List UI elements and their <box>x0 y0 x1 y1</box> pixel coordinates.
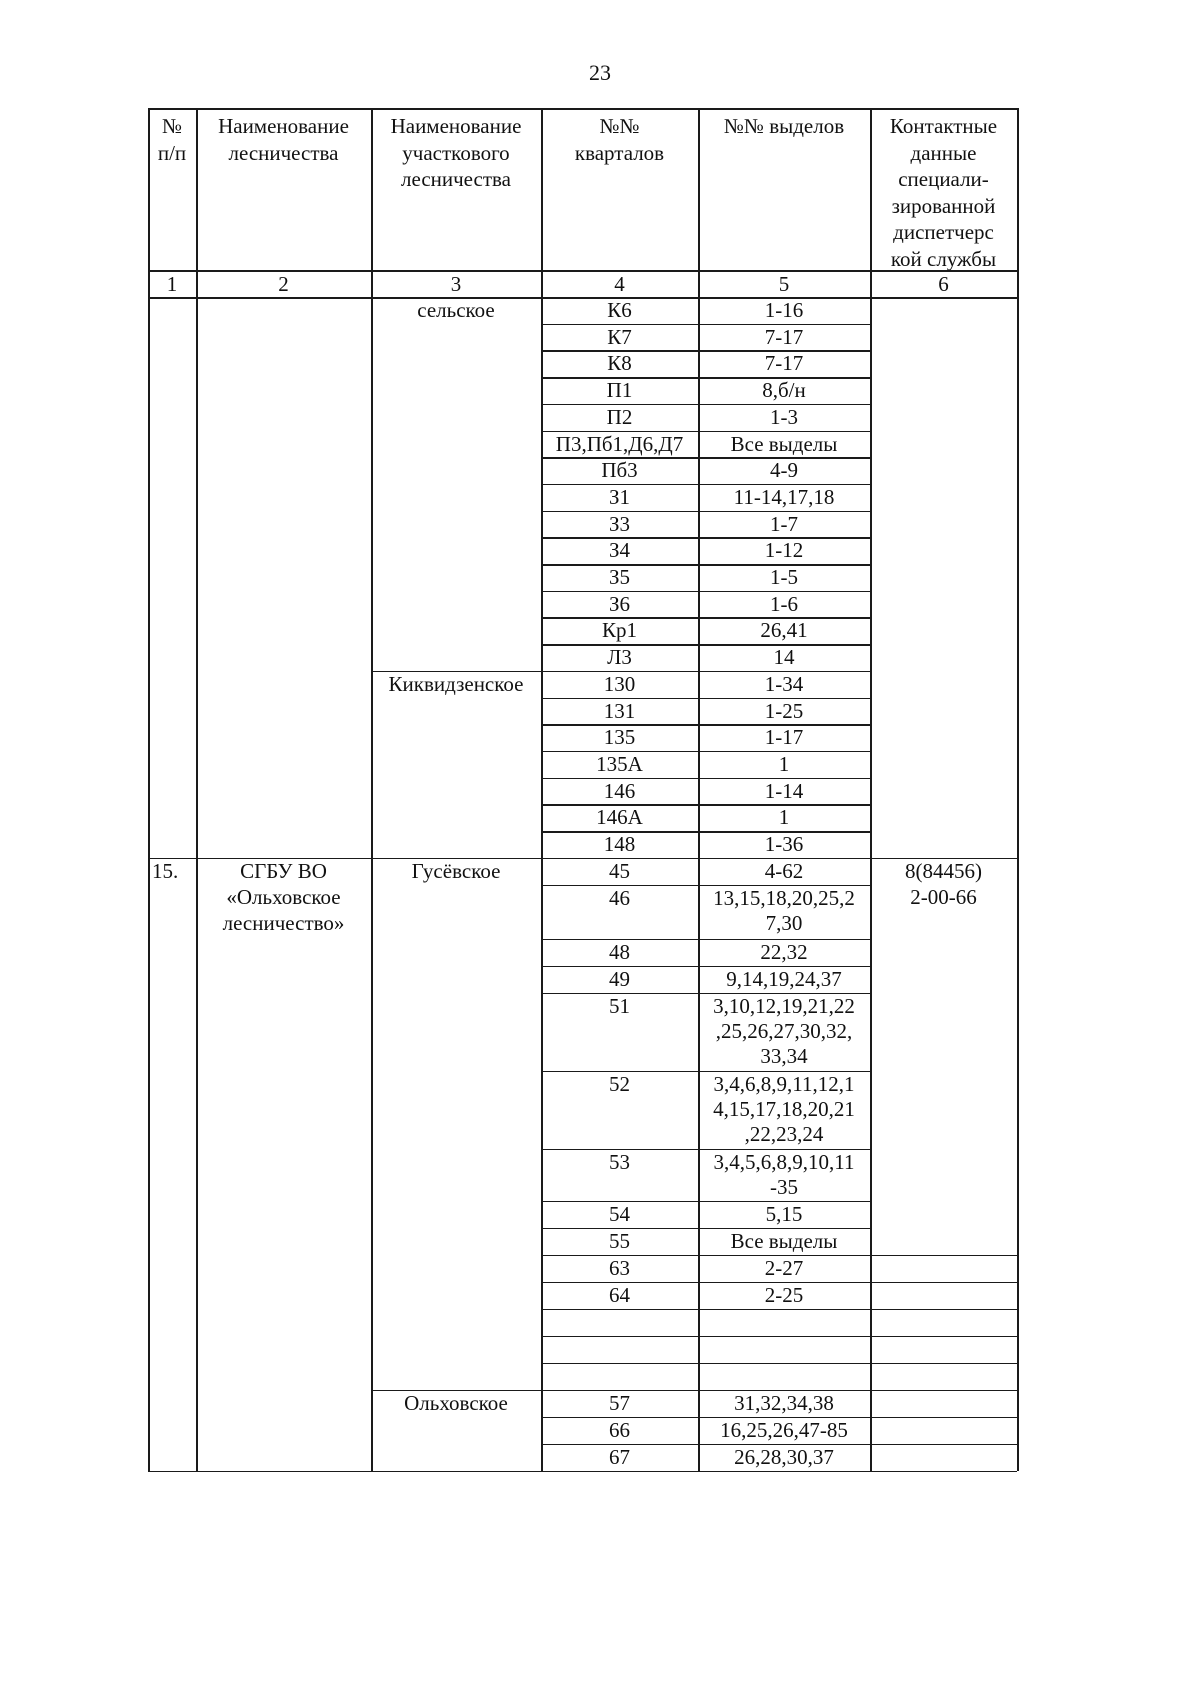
allotment-cell: 9,14,19,24,37 <box>726 966 842 991</box>
page-number: 23 <box>589 60 611 85</box>
allotment-cell: 1-5 <box>770 565 798 589</box>
header-col6-line: данные <box>910 140 977 165</box>
allotment-cell: 2-25 <box>764 1282 804 1307</box>
table-rule <box>870 1336 1017 1338</box>
column-number-1: 1 <box>166 272 178 296</box>
table-rule <box>870 1390 1017 1392</box>
allotment-cell: 1-12 <box>764 538 804 563</box>
header-col1-line: п/п <box>157 140 187 165</box>
table-rule <box>870 1282 1017 1284</box>
allotment-cell: 33,34 <box>760 1043 808 1068</box>
allotment-cell: 11-14,17,18 <box>733 484 835 509</box>
header-col6-line: Контактные <box>889 114 998 138</box>
quarter-cell: К6 <box>607 298 632 322</box>
quarter-cell: К8 <box>607 351 632 376</box>
table-rule <box>541 1336 870 1338</box>
table-rule <box>1017 858 1019 1471</box>
column-number-3: 3 <box>450 272 462 296</box>
allotment-cell: 1-34 <box>764 671 804 696</box>
allotment-cell: 1-16 <box>764 298 804 322</box>
quarter-cell: З3 <box>608 511 631 536</box>
table-rule <box>870 1417 1017 1419</box>
table-rule <box>870 297 872 858</box>
table-rule <box>870 1444 1017 1446</box>
allotment-cell: 4-9 <box>770 458 798 483</box>
allotment-cell: 3,4,5,6,8,9,10,11 <box>713 1149 855 1174</box>
allotment-cell: 13,15,18,20,25,2 <box>713 885 855 910</box>
quarter-cell: 135 <box>603 725 636 750</box>
table-rule <box>541 1309 870 1311</box>
allotment-cell: -35 <box>770 1174 798 1199</box>
allotment-cell: Все выделы <box>730 431 838 456</box>
allotment-cell: 4,15,17,18,20,21 <box>713 1096 855 1121</box>
quarter-cell: 146А <box>596 805 643 830</box>
header-col2-line: лесничества <box>228 140 339 165</box>
quarter-cell: З6 <box>608 591 631 616</box>
table-rule <box>148 1471 1017 1473</box>
quarter-cell: 131 <box>603 698 636 723</box>
allotment-cell: ,25,26,27,30,32, <box>715 1018 853 1043</box>
header-col4-line: №№ <box>599 114 640 138</box>
table-rule <box>541 1363 870 1365</box>
subdivision-name: сельское <box>417 298 495 322</box>
allotment-cell: 1-14 <box>764 778 804 803</box>
row-number: 15. <box>152 858 179 883</box>
allotment-cell: 22,32 <box>760 939 808 964</box>
table-rule <box>148 858 150 1471</box>
quarter-cell: П1 <box>606 378 633 403</box>
allotment-cell: 7-17 <box>764 351 804 376</box>
forestry-name: СГБУ ВО <box>240 858 327 883</box>
quarter-cell: К7 <box>607 324 632 349</box>
allotment-cell: 5,15 <box>765 1201 803 1226</box>
quarter-cell: 63 <box>609 1255 630 1280</box>
quarter-cell: Л3 <box>607 645 632 670</box>
allotment-cell: 1-36 <box>764 832 804 856</box>
header-col6-line: специали- <box>898 167 989 191</box>
quarter-cell: З4 <box>608 538 631 563</box>
allotment-cell: ,22,23,24 <box>744 1121 824 1146</box>
quarter-cell: 51 <box>609 993 630 1018</box>
quarter-cell: Пб3 <box>601 458 638 483</box>
quarter-cell: 130 <box>603 671 636 696</box>
table-rule <box>196 297 198 858</box>
column-number-6: 6 <box>938 272 949 296</box>
quarter-cell: 148 <box>603 832 636 856</box>
header-col3-line: лесничества <box>401 167 511 191</box>
allotment-cell: 4-62 <box>764 858 804 883</box>
forestry-name: «Ольховское <box>226 884 341 909</box>
quarter-cell: 66 <box>609 1417 630 1442</box>
table-rule <box>870 1309 1017 1311</box>
header-col6-line: зированной <box>891 193 996 218</box>
header-col4-line: кварталов <box>574 140 665 165</box>
quarter-cell: Кр1 <box>601 618 637 643</box>
column-number-2: 2 <box>278 272 289 296</box>
table-rule <box>870 1363 1017 1365</box>
quarter-cell: 64 <box>609 1282 630 1307</box>
table-rule <box>1017 108 1019 297</box>
quarter-cell: 135А <box>596 751 643 776</box>
allotment-cell: 26,41 <box>760 618 808 643</box>
table-rule <box>196 858 198 1471</box>
allotment-cell: 14 <box>773 645 795 670</box>
quarter-cell: 57 <box>609 1390 630 1415</box>
allotment-cell: 31,32,34,38 <box>734 1390 834 1415</box>
allotment-cell: 1-25 <box>764 698 804 723</box>
allotment-cell: 2-27 <box>764 1255 804 1280</box>
allotment-cell: 3,10,12,19,21,22 <box>713 993 855 1018</box>
table-rule <box>870 858 872 1471</box>
quarter-cell: П3,Пб1,Д6,Д7 <box>555 431 684 456</box>
allotment-cell: 1-7 <box>770 511 798 536</box>
dispatch-contact: 8(84456) <box>905 858 982 883</box>
quarter-cell: 54 <box>609 1201 630 1226</box>
table-rule <box>371 858 373 1471</box>
header-col6-line: диспетчерс <box>893 220 994 244</box>
quarter-cell: З1 <box>608 484 631 509</box>
allotment-cell: 8,б/н <box>762 378 806 403</box>
table-rule <box>371 297 373 858</box>
table-rule <box>1017 297 1019 858</box>
table-rule <box>148 108 1017 110</box>
quarter-cell: 49 <box>609 966 630 991</box>
header-col3-line: Наименование <box>390 114 522 138</box>
table-rule <box>148 297 150 858</box>
allotment-cell: 26,28,30,37 <box>734 1444 834 1469</box>
quarter-cell: П2 <box>606 404 633 429</box>
quarter-cell: 53 <box>609 1149 630 1174</box>
allotment-cell: 1 <box>778 751 790 776</box>
quarter-cell: 67 <box>609 1444 630 1469</box>
subdivision-name: Гусёвское <box>411 858 501 883</box>
header-col6-line: кой службы <box>890 246 997 271</box>
quarter-cell: 146 <box>603 778 636 803</box>
allotment-cell: 1-17 <box>764 725 804 750</box>
header-col2-line: Наименование <box>218 114 349 138</box>
allotment-cell: 1-3 <box>770 404 798 429</box>
quarter-cell: 55 <box>609 1228 630 1253</box>
dispatch-contact: 2-00-66 <box>910 884 977 909</box>
allotment-cell: 7,30 <box>765 910 803 935</box>
column-number-5: 5 <box>778 272 790 296</box>
quarter-cell: 48 <box>609 939 630 964</box>
table-rule <box>870 1255 1017 1257</box>
allotment-cell: 1 <box>778 805 790 830</box>
allotment-cell: 3,4,6,8,9,11,12,1 <box>713 1071 855 1096</box>
quarter-cell: 45 <box>609 858 630 883</box>
header-col3-line: участкового <box>402 140 510 165</box>
allotment-cell: Все выделы <box>730 1228 838 1253</box>
subdivision-name: Ольховское <box>404 1390 508 1415</box>
allotment-cell: 1-6 <box>770 591 798 616</box>
header-col1-line: № <box>161 114 183 138</box>
forestry-name: лесничество» <box>222 910 345 935</box>
subdivision-name: Киквидзенское <box>388 671 524 696</box>
column-number-4: 4 <box>614 272 625 296</box>
header-col5-line: №№ выделов <box>723 114 845 138</box>
quarter-cell: З5 <box>608 565 631 589</box>
allotment-cell: 7-17 <box>764 324 804 349</box>
quarter-cell: 46 <box>609 885 630 910</box>
allotment-cell: 16,25,26,47-85 <box>720 1417 848 1442</box>
quarter-cell: 52 <box>609 1071 630 1096</box>
